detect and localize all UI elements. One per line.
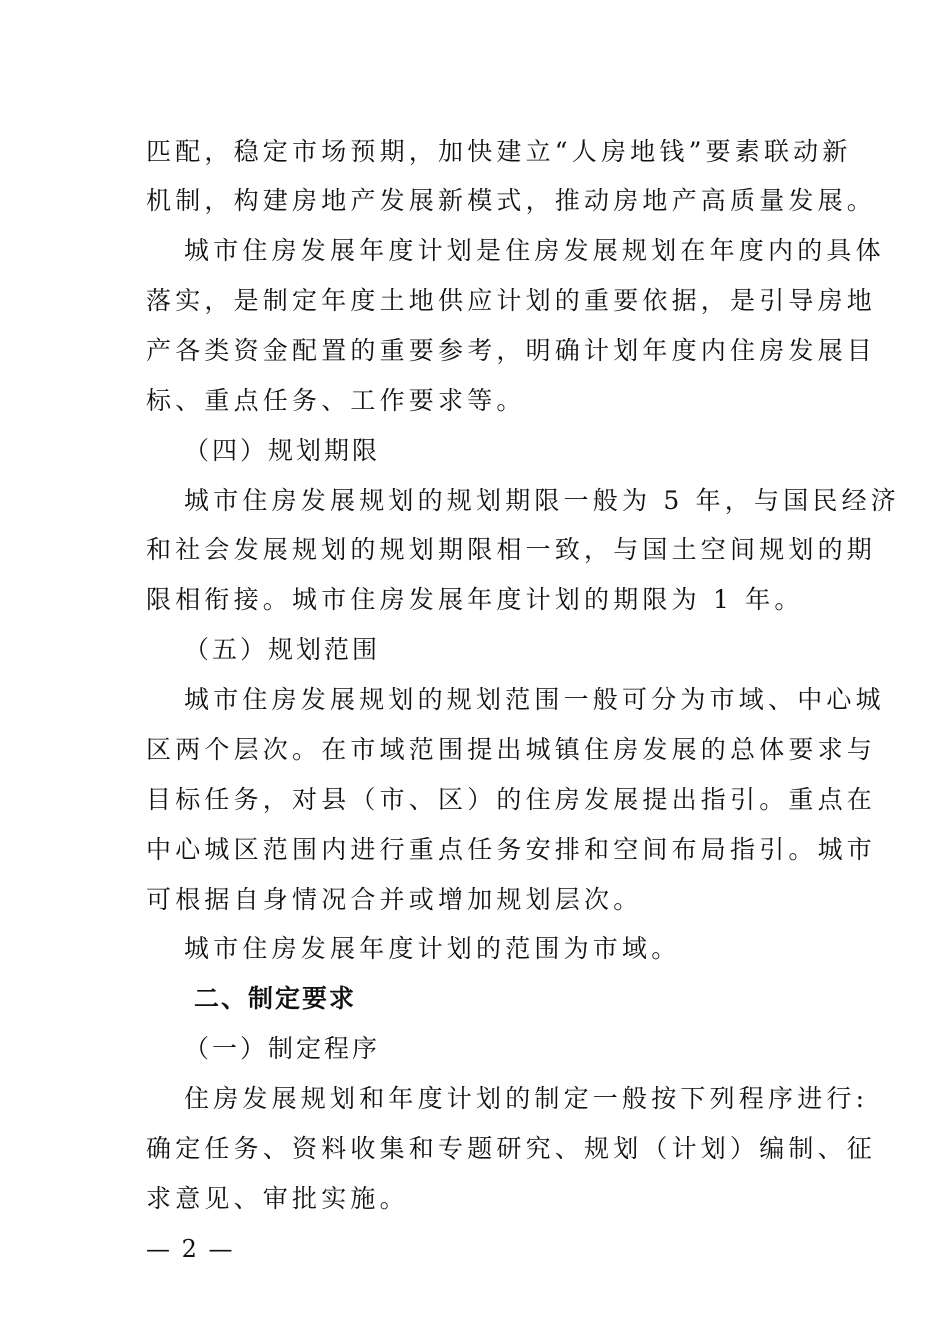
subsection-heading-period: （四）规划期限 [184,436,381,465]
paragraph-line: 目标任务，对县（市、区）的住房发展提出指引。重点在 [146,785,877,814]
paragraph-line: 住房发展规划和年度计划的制定一般按下列程序进行: [184,1084,869,1113]
paragraph-line: 城市住房发展规划的规划期限一般为 5 年，与国民经济 [184,486,901,515]
paragraph-line: 限相衔接。城市住房发展年度计划的期限为 1 年。 [146,585,804,614]
paragraph-line: 标、重点任务、工作要求等。 [146,386,526,415]
paragraph-line: 落实，是制定年度土地供应计划的重要依据，是引导房地 [146,286,877,315]
paragraph-line: 城市住房发展年度计划的范围为市域。 [184,934,681,963]
paragraph-line: 确定任务、资料收集和专题研究、规划（计划）编制、征 [146,1134,877,1163]
subsection-heading-procedure: （一）制定程序 [184,1034,381,1063]
paragraph-line: 可根据自身情况合并或增加规划层次。 [146,885,643,914]
paragraph-line: 中心城区范围内进行重点任务安排和空间布局指引。城市 [146,835,877,864]
paragraph-line: 和社会发展规划的规划期限相一致，与国土空间规划的期 [146,535,877,564]
paragraph-line: 城市住房发展规划的规划范围一般可分为市域、中心城 [184,685,885,714]
paragraph-line: 匹配，稳定市场预期，加快建立“人房地钱”要素联动新 [146,137,852,166]
paragraph-line: 求意见、审批实施。 [146,1184,409,1213]
paragraph-line: 区两个层次。在市域范围提出城镇住房发展的总体要求与 [146,735,877,764]
paragraph-line: 机制，构建房地产发展新模式，推动房地产高质量发展。 [146,186,877,215]
page-number: — 2 — [146,1235,235,1263]
paragraph-line: 城市住房发展年度计划是住房发展规划在年度内的具体 [184,236,885,265]
subsection-heading-scope: （五）规划范围 [184,635,381,664]
paragraph-line: 产各类资金配置的重要参考，明确计划年度内住房发展目 [146,336,877,365]
section-title: 二、制定要求 [194,984,357,1013]
